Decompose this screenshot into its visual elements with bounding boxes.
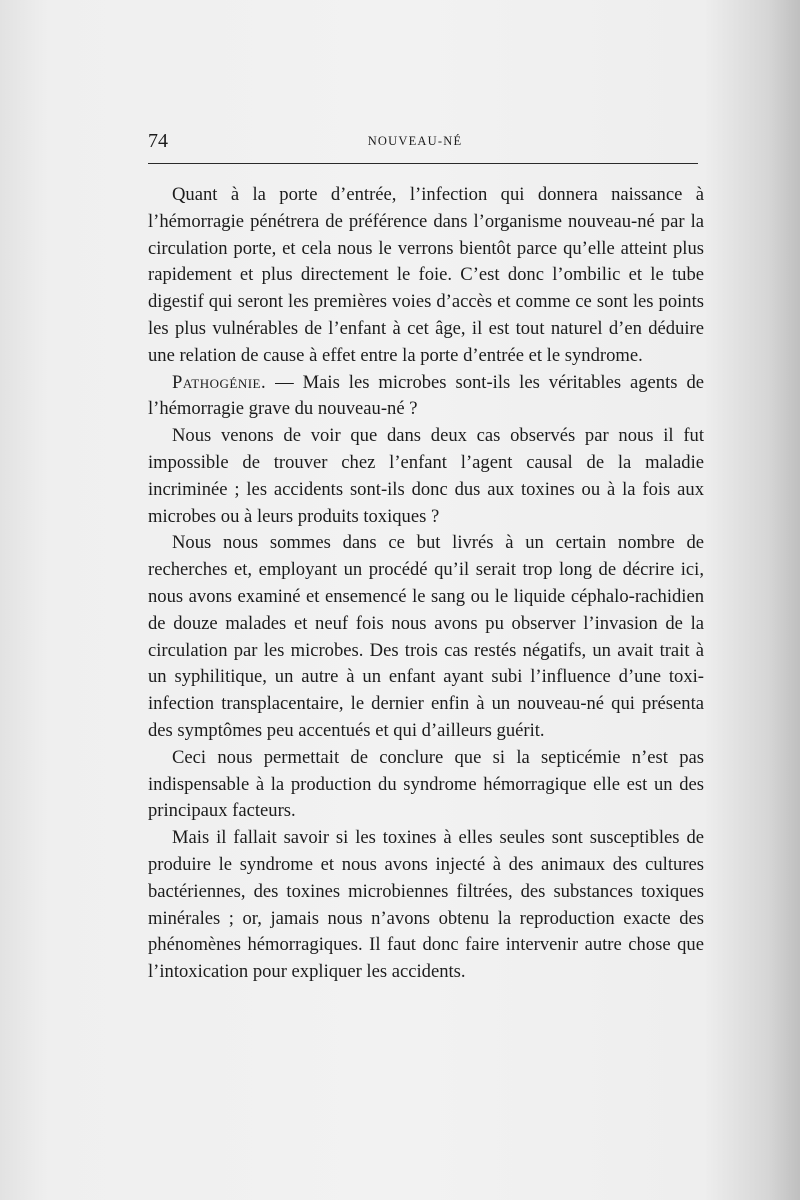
paragraph: Nous venons de voir que dans deux cas observés par nous il fut impossible de trouver chez l’enfant l’agent causal de la maladie incriminée ; les accidents sont-ils donc dus aux toxines ou à la fois aux microbes ou à leurs produits toxiques ? xyxy=(148,425,704,527)
section-heading: Pathogénie. xyxy=(172,371,267,393)
paragraph: Mais il fallait savoir si les toxines à elles seules sont susceptibles de produire le syndrome et nous avons injecté à des animaux des cultures bactériennes, des toxines microbiennes filtrées, des substances toxiques minérales ; or, jamais nous n’avons obtenu la reproduction exacte des phénomènes hémorragiques. Il faut donc faire intervenir autre chose que l’intoxication pour expliquer les accidents. xyxy=(148,827,704,983)
paragraph-text: — Mais les microbes sont-ils les véritables agents de l’hémorragie grave du nouveau-né ? xyxy=(148,371,704,420)
body-text xyxy=(148,182,704,986)
page-number: 74 xyxy=(148,130,168,152)
header-rule xyxy=(148,163,698,164)
paragraph-pathogenie xyxy=(148,370,704,424)
paragraph: Nous nous sommes dans ce but livrés à un certain nombre de recherches et, employant un procédé qu’il serait trop long de décrire ici, nous avons examiné et ensemencé le sang ou le liquide céphalo-rachidien de douze malades et neuf fois nous avons pu observer l’invasion de la circulation par les microbes. Des trois cas restés négatifs, un avait trait à un syphilitique, un autre à un enfant ayant subi l’influence d’une toxi-infection transplacentaire, le dernier enfin à un nouveau-né qui présenta des symptômes peu accentués et qui d’ailleurs guérit. xyxy=(148,532,704,741)
running-title: NOUVEAU-NÉ xyxy=(367,134,463,148)
paragraph: Quant à la porte d’entrée, l’infection qui donnera naissance à l’hémorragie pénétrera de préférence dans l’organisme nouveau-né par la circulation porte, et cela nous le verrons bientôt parce qu’elle atteint plus rapidement et plus directement le foie. C’est donc l’ombilic et le tube digestif qui seront les premières voies d’accès et comme ce sont les points les plus vulnérables de l’enfant à cet âge, il est tout naturel d’en déduire une relation de cause à effet entre la porte d’entrée et le syndrome. xyxy=(148,184,704,366)
paragraph: Ceci nous permettait de conclure que si la septicémie n’est pas indispensable à la production du syndrome hémorragique elle est un des principaux facteurs. xyxy=(148,746,704,822)
